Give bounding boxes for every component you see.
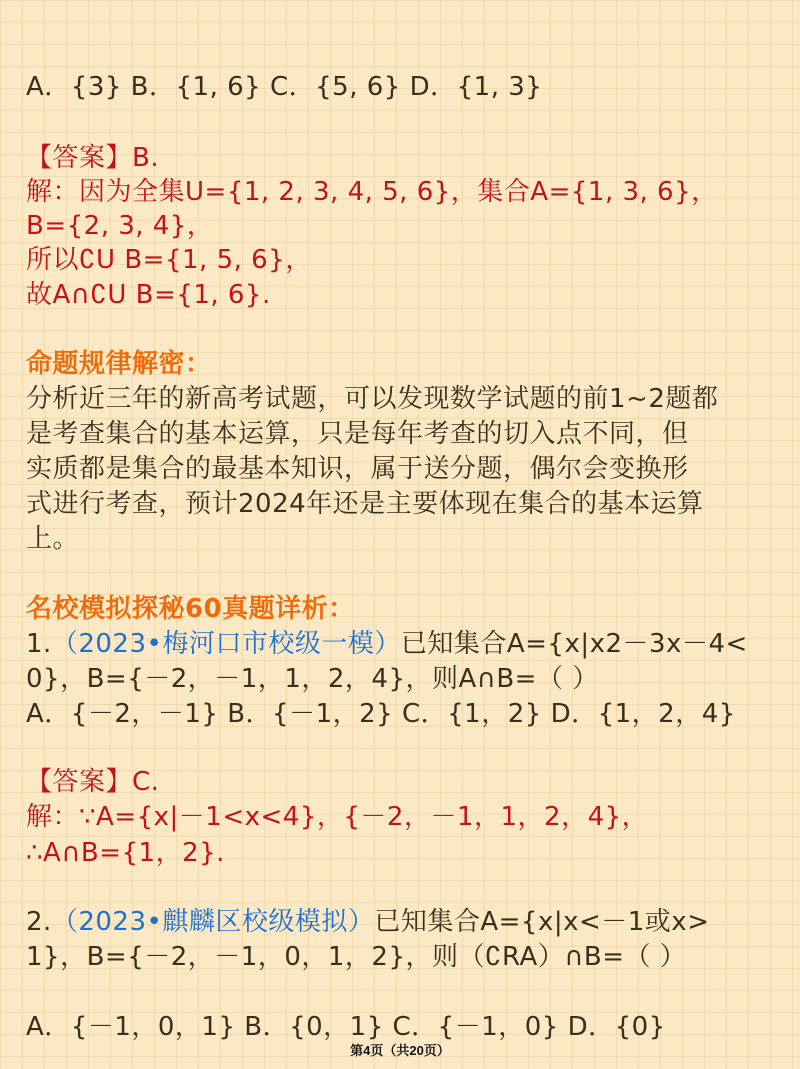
q1-text-1: 已知集合A={x|x2－3x－4< — [400, 629, 748, 659]
analysis-line-3: 实质都是集合的最基本知识，属于送分题，偶尔会变换形 — [26, 454, 689, 484]
q1-line-1 — [26, 627, 748, 661]
page-footer: 第4页（共20页） — [350, 1043, 450, 1058]
a1-solution-line-2: ∴A∩B={1，2}. — [26, 838, 225, 868]
section-heading-patterns: 命题规律解密： — [26, 349, 212, 379]
q1-text-2: 0}，B={－2，－1，1，2，4}，则A∩B=（ ） — [26, 664, 599, 694]
a0-answer: 【答案】B. — [26, 143, 160, 173]
a0-solution-line-1: 解：因为全集U={1, 2, 3, 4, 5, 6}，集合A={1, 3, 6}， — [26, 177, 718, 207]
q1-source: （2023•梅河口市校级一模） — [51, 629, 401, 659]
q2-options: A．{－1，0，1} B．{0，1} C．{－1，0} D．{0} — [26, 1012, 666, 1042]
a1-answer: 【答案】C. — [26, 767, 160, 797]
analysis-line-5: 上。 — [26, 524, 80, 554]
q2-source: （2023•麒麟区校级模拟） — [51, 907, 375, 937]
q1-options: A．{－2，－1} B．{－1，2} C．{1，2} D．{1，2，4} — [26, 699, 736, 729]
q0-options: A．{3} B．{1, 6} C．{5, 6} D．{1, 3} — [26, 72, 543, 102]
analysis-line-1: 分析近三年的新高考试题，可以发现数学试题的前1~2题都 — [26, 384, 719, 414]
q2-text-2: 1}，B={－2，－1，0，1，2}，则（∁RA）∩B=（ ） — [26, 942, 687, 972]
section-heading-mock-questions: 名校模拟探秘60真题详析： — [26, 594, 355, 624]
a1-solution-line-1: 解：∵A={x|－1<x<4}，{－2，－1，1，2，4}， — [26, 802, 649, 832]
q2-number: 2. — [26, 907, 52, 937]
a0-solution-line-4: 故A∩∁U B={1, 6}. — [26, 280, 271, 310]
q2-text-1: 已知集合A={x|x<－1或x> — [374, 907, 710, 937]
analysis-line-2: 是考查集合的基本运算，只是每年考查的切入点不同，但 — [26, 419, 689, 449]
q1-number: 1. — [26, 629, 52, 659]
q2-line-1 — [26, 905, 709, 939]
a0-solution-line-2: B={2, 3, 4}， — [26, 211, 214, 241]
analysis-line-4: 式进行考查，预计2024年还是主要体现在集合的基本运算 — [26, 489, 704, 519]
a0-solution-line-3: 所以∁U B={1, 5, 6}， — [26, 245, 312, 275]
